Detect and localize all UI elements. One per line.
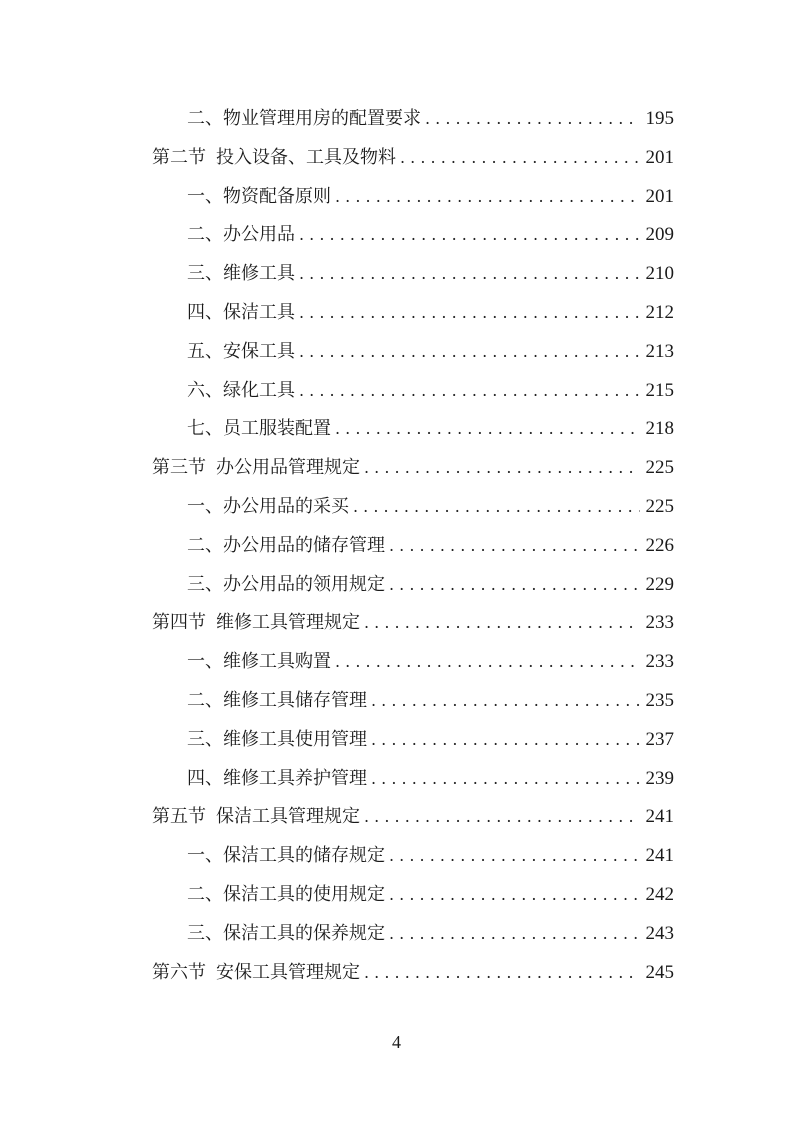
toc-dot-leader bbox=[389, 527, 640, 566]
toc-entry-title bbox=[152, 798, 360, 837]
toc-dot-leader bbox=[425, 100, 640, 139]
toc-entry-title bbox=[152, 604, 360, 643]
toc-page-number: 225 bbox=[645, 457, 674, 479]
toc-entry-text: 三、维修工具使用管理 bbox=[187, 728, 367, 750]
toc-entry-text: 三、维修工具 bbox=[187, 263, 295, 285]
toc-section-entry[interactable] bbox=[152, 954, 674, 993]
toc-subsection-entry[interactable] bbox=[152, 294, 674, 333]
toc-page-number: 242 bbox=[645, 883, 674, 905]
toc-entry-title bbox=[187, 255, 295, 294]
toc-entry-title bbox=[187, 876, 385, 915]
toc-subsection-entry[interactable] bbox=[152, 100, 674, 139]
toc-page-number: 235 bbox=[645, 689, 674, 711]
toc-entry-text: 保洁工具管理规定 bbox=[216, 806, 360, 828]
toc-dot-leader bbox=[371, 721, 640, 760]
toc-dot-leader bbox=[389, 566, 640, 605]
table-of-contents bbox=[152, 100, 674, 992]
toc-subsection-entry[interactable] bbox=[152, 178, 674, 217]
toc-entry-title bbox=[187, 837, 385, 876]
toc-entry-text: 七、员工服装配置 bbox=[187, 418, 331, 440]
toc-entry-text: 二、保洁工具的使用规定 bbox=[187, 883, 385, 905]
toc-dot-leader bbox=[353, 488, 640, 527]
toc-subsection-entry[interactable] bbox=[152, 915, 674, 954]
toc-page-number: 215 bbox=[645, 379, 674, 401]
toc-dot-leader bbox=[299, 294, 640, 333]
toc-section-entry[interactable] bbox=[152, 798, 674, 837]
toc-dot-leader bbox=[364, 954, 640, 993]
toc-subsection-entry[interactable] bbox=[152, 410, 674, 449]
toc-page-number: 237 bbox=[645, 728, 674, 750]
toc-page-number: 245 bbox=[645, 961, 674, 983]
toc-dot-leader bbox=[371, 760, 640, 799]
toc-dot-leader bbox=[364, 449, 640, 488]
toc-entry-text: 一、维修工具购置 bbox=[187, 651, 331, 673]
toc-dot-leader bbox=[299, 372, 640, 411]
toc-subsection-entry[interactable] bbox=[152, 333, 674, 372]
toc-entry-title bbox=[187, 294, 295, 333]
toc-entry-title bbox=[187, 100, 421, 139]
toc-dot-leader bbox=[389, 915, 640, 954]
toc-dot-leader bbox=[389, 837, 640, 876]
toc-page-number: 212 bbox=[645, 301, 674, 323]
toc-entry-title bbox=[187, 488, 349, 527]
toc-section-entry[interactable] bbox=[152, 449, 674, 488]
toc-dot-leader bbox=[335, 410, 640, 449]
toc-entry-title bbox=[187, 410, 331, 449]
toc-page-number: 226 bbox=[645, 534, 674, 556]
toc-page-number: 233 bbox=[645, 612, 674, 634]
toc-dot-leader bbox=[389, 876, 640, 915]
toc-page-number: 239 bbox=[645, 767, 674, 789]
toc-page-number: 213 bbox=[645, 340, 674, 362]
toc-entry-title bbox=[187, 372, 295, 411]
toc-entry-text: 六、绿化工具 bbox=[187, 379, 295, 401]
toc-dot-leader bbox=[299, 333, 640, 372]
toc-page-number: 218 bbox=[645, 418, 674, 440]
toc-entry-title bbox=[187, 566, 385, 605]
toc-dot-leader bbox=[335, 643, 640, 682]
toc-page-number: 195 bbox=[645, 108, 674, 129]
toc-entry-title bbox=[187, 682, 367, 721]
toc-entry-text: 二、维修工具储存管理 bbox=[187, 689, 367, 711]
toc-subsection-entry[interactable] bbox=[152, 837, 674, 876]
toc-dot-leader bbox=[364, 798, 640, 837]
toc-section-number: 第三节 bbox=[152, 457, 206, 479]
toc-section-entry[interactable] bbox=[152, 139, 674, 178]
toc-entry-text: 四、维修工具养护管理 bbox=[187, 767, 367, 789]
toc-entry-text: 安保工具管理规定 bbox=[216, 961, 360, 983]
toc-subsection-entry[interactable] bbox=[152, 643, 674, 682]
toc-dot-leader bbox=[335, 178, 640, 217]
toc-entry-title bbox=[187, 216, 295, 255]
toc-dot-leader bbox=[400, 139, 640, 178]
toc-entry-text: 维修工具管理规定 bbox=[216, 612, 360, 634]
toc-page-number: 241 bbox=[645, 845, 674, 867]
toc-entry-text: 投入设备、工具及物料 bbox=[216, 146, 396, 168]
toc-subsection-entry[interactable] bbox=[152, 372, 674, 411]
toc-page-number: 241 bbox=[645, 806, 674, 828]
toc-subsection-entry[interactable] bbox=[152, 527, 674, 566]
page-number: 4 bbox=[392, 1032, 401, 1052]
toc-section-number: 第四节 bbox=[152, 612, 206, 634]
toc-page-number: 243 bbox=[645, 922, 674, 944]
toc-subsection-entry[interactable] bbox=[152, 876, 674, 915]
toc-page-number: 233 bbox=[645, 651, 674, 673]
toc-subsection-entry[interactable] bbox=[152, 488, 674, 527]
toc-entry-title bbox=[152, 449, 360, 488]
toc-subsection-entry[interactable] bbox=[152, 682, 674, 721]
toc-entry-title bbox=[152, 954, 360, 993]
toc-subsection-entry[interactable] bbox=[152, 216, 674, 255]
toc-entry-title bbox=[187, 527, 385, 566]
toc-page-number: 225 bbox=[645, 495, 674, 517]
toc-entry-title bbox=[187, 760, 367, 799]
toc-entry-text: 一、保洁工具的储存规定 bbox=[187, 845, 385, 867]
toc-entry-title bbox=[152, 139, 396, 178]
toc-section-entry[interactable] bbox=[152, 604, 674, 643]
toc-subsection-entry[interactable] bbox=[152, 760, 674, 799]
toc-page-number: 201 bbox=[645, 185, 674, 207]
toc-entry-text: 三、办公用品的领用规定 bbox=[187, 573, 385, 595]
toc-entry-text: 一、办公用品的采买 bbox=[187, 495, 349, 517]
toc-entry-text: 办公用品管理规定 bbox=[216, 457, 360, 479]
toc-page-number: 210 bbox=[645, 263, 674, 285]
toc-section-number: 第二节 bbox=[152, 146, 206, 168]
toc-page-number: 201 bbox=[645, 146, 674, 168]
toc-section-number: 第五节 bbox=[152, 806, 206, 828]
toc-subsection-entry[interactable] bbox=[152, 255, 674, 294]
toc-dot-leader bbox=[364, 604, 640, 643]
toc-dot-leader bbox=[299, 216, 640, 255]
toc-page-number: 229 bbox=[645, 573, 674, 595]
toc-entry-title bbox=[187, 915, 385, 954]
toc-subsection-entry[interactable] bbox=[152, 566, 674, 605]
toc-entry-text: 二、办公用品 bbox=[187, 224, 295, 246]
toc-entry-text: 四、保洁工具 bbox=[187, 301, 295, 323]
toc-entry-text: 二、办公用品的储存管理 bbox=[187, 534, 385, 556]
toc-section-number: 第六节 bbox=[152, 961, 206, 983]
toc-entry-text: 一、物资配备原则 bbox=[187, 185, 331, 207]
toc-entry-title bbox=[187, 721, 367, 760]
toc-entry-title bbox=[187, 178, 331, 217]
toc-subsection-entry[interactable] bbox=[152, 721, 674, 760]
toc-dot-leader bbox=[371, 682, 640, 721]
toc-entry-title bbox=[187, 643, 331, 682]
toc-entry-text: 三、保洁工具的保养规定 bbox=[187, 922, 385, 944]
toc-entry-title bbox=[187, 333, 295, 372]
toc-entry-text: 二、物业管理用房的配置要求 bbox=[187, 108, 421, 129]
toc-entry-text: 五、安保工具 bbox=[187, 340, 295, 362]
toc-page-number: 209 bbox=[645, 224, 674, 246]
toc-dot-leader bbox=[299, 255, 640, 294]
